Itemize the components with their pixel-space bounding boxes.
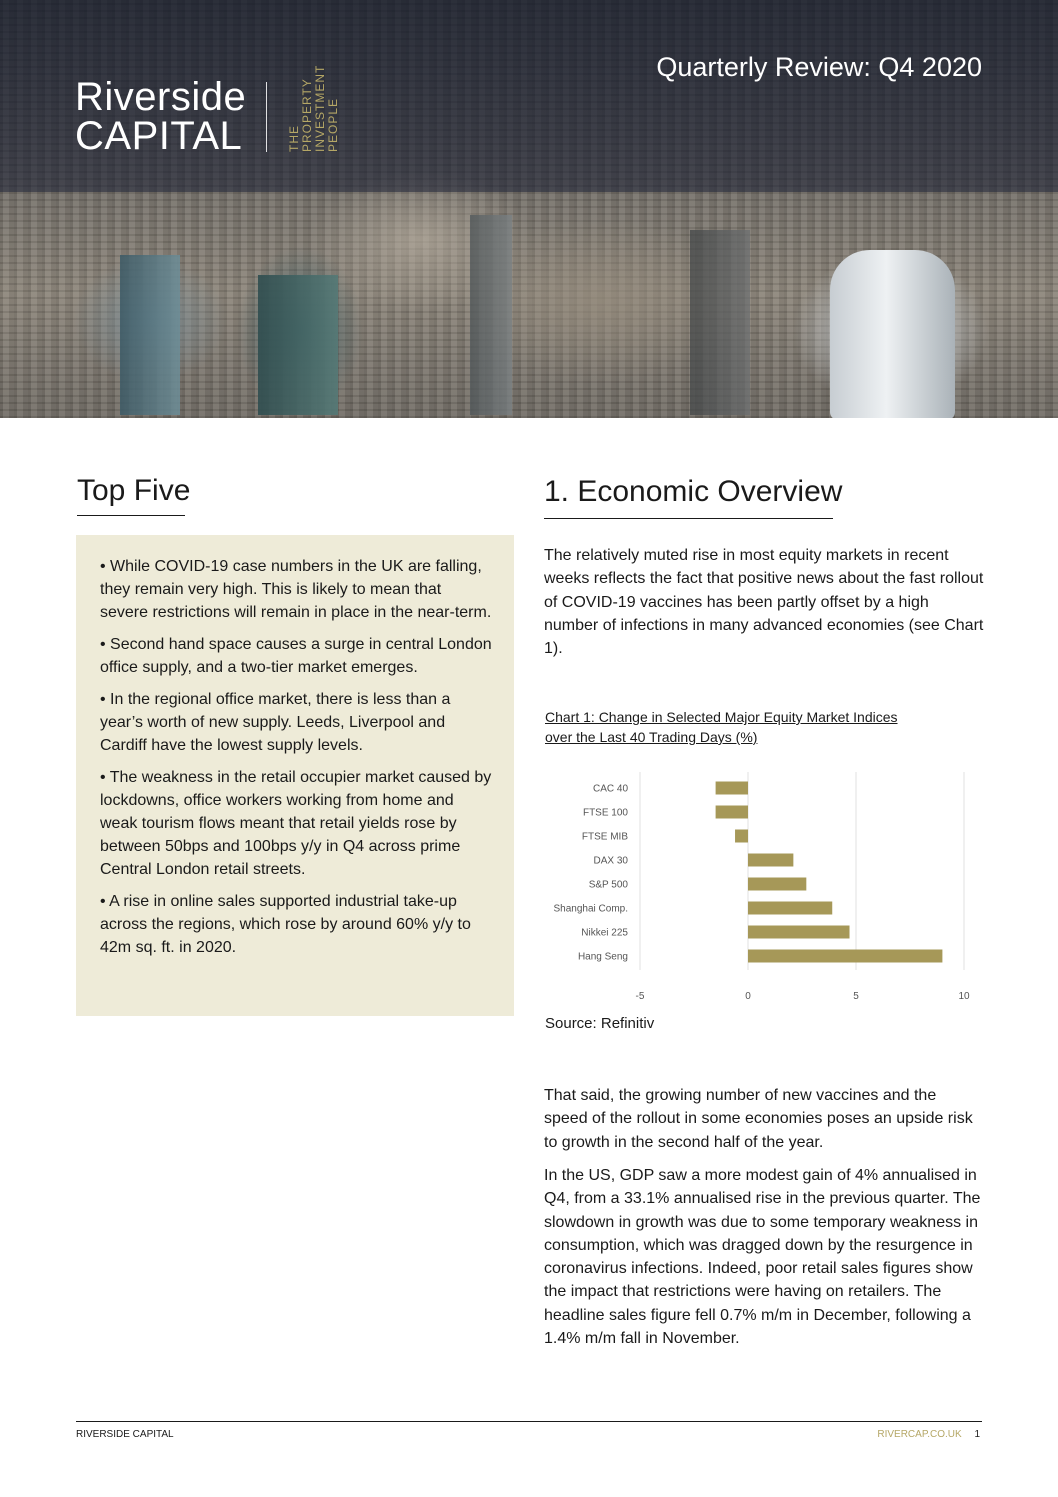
- logo-tagline: [288, 65, 340, 152]
- bar-s-p-500: [748, 878, 806, 891]
- bar-dax-30: [748, 854, 793, 867]
- footer-page-number: 1: [974, 1429, 980, 1440]
- x-tick-label: 5: [853, 991, 859, 1002]
- x-tick-label: 0: [745, 991, 751, 1002]
- category-label: Shanghai Comp.: [553, 903, 628, 915]
- tagline-line: INVESTMENT: [313, 64, 327, 152]
- bar-cac-40: [716, 782, 748, 795]
- hero-banner: [0, 0, 1058, 418]
- economic-para-3: In the US, GDP saw a more modest gain of 4% annualised in Q4, from a 33.1% annualised rise in the previous quarter. The slowdown in growth was due to some temporary weakness in consumption, which was dragged down by the resurgence in coronavirus infections. Indeed, poor retail sales figures show the impact that restrictions were having on retailers. The headline sales figure fell 0.7% m/m in December, following a 1.4% m/m fall in November.: [544, 1167, 981, 1348]
- chart-title: [545, 707, 898, 747]
- economic-intro: The relatively muted rise in most equity markets in recent weeks reflects the fact that positive news about the fast rollout of COVID-19 vaccines has been partly offset by a high number of infections in many advanced economies (see Chart 1).: [544, 547, 984, 658]
- category-label: S&P 500: [588, 879, 628, 891]
- economic-overview-heading: 1. Economic Overview: [544, 475, 843, 508]
- footer-rule: [76, 1421, 982, 1422]
- logo-capital: CAPITAL: [75, 114, 243, 158]
- tagline-line: PROPERTY: [300, 78, 314, 152]
- tagline-line: THE: [287, 125, 301, 152]
- top-five-bullet: • While COVID-19 case numbers in the UK are falling, they remain very high. This is likely to mean that severe restrictions will remain in place in the near-term.: [100, 558, 492, 621]
- top-five-bullet: • The weakness in the retail occupier market caused by lockdowns, office workers working from home and weak tourism flows meant that retail yields rose by between 50bps and 100bps y/y in Q4 across prime Central London retail streets.: [100, 769, 492, 878]
- top-five-bullet: • In the regional office market, there is less than a year’s worth of new supply. Leeds, Liverpool and Cardiff have the lowest supply levels.: [100, 691, 451, 754]
- bar-shanghai-comp: [748, 902, 832, 915]
- economic-para-2: That said, the growing number of new vaccines and the speed of the rollout in some economies poses an upside risk to growth in the second half of the year.: [544, 1087, 973, 1151]
- bar-ftse-mib: [735, 830, 748, 843]
- bar-nikkei-225: [748, 926, 850, 939]
- equity-index-chart: [530, 760, 990, 1005]
- x-tick-label: 10: [958, 991, 970, 1002]
- tagline-line: PEOPLE: [326, 97, 340, 152]
- chart-source: Source: Refinitiv: [545, 1015, 655, 1032]
- top-five-box: [76, 535, 514, 1016]
- top-five-bullet: • A rise in online sales supported industrial take-up across the regions, which rose by around 60% y/y to 42m sq. ft. in 2020.: [100, 893, 471, 956]
- chart-title-line2: over the Last 40 Trading Days (%): [545, 729, 758, 745]
- top-five-heading: Top Five: [77, 474, 191, 507]
- economic-overview-rule: [544, 518, 833, 519]
- review-title: Quarterly Review: Q4 2020: [656, 52, 982, 82]
- hero-building-walkie-talkie: [830, 250, 955, 418]
- hero-building: [258, 275, 338, 415]
- category-label: Nikkei 225: [581, 927, 628, 939]
- category-label: FTSE MIB: [581, 831, 628, 843]
- hero-building: [690, 230, 750, 415]
- footer-right: [877, 1429, 980, 1440]
- top-five-rule: [77, 515, 185, 516]
- footer-company: RIVERSIDE CAPITAL: [76, 1429, 174, 1440]
- hero-building: [120, 255, 180, 415]
- logo-divider: [266, 82, 267, 152]
- logo-riverside: Riverside: [75, 75, 247, 119]
- bar-ftse-100: [716, 806, 748, 819]
- category-label: CAC 40: [592, 783, 628, 795]
- bar-hang-seng: [748, 950, 942, 963]
- category-label: Hang Seng: [577, 951, 628, 963]
- hero-building: [470, 215, 512, 415]
- chart-title-line1: Chart 1: Change in Selected Major Equity Market Indices: [545, 709, 898, 725]
- top-five-bullet: • Second hand space causes a surge in central London office supply, and a two-tier market emerges.: [100, 636, 492, 676]
- category-label: DAX 30: [593, 855, 628, 867]
- category-label: FTSE 100: [582, 807, 628, 819]
- x-tick-label: -5: [635, 991, 645, 1002]
- footer-website-link[interactable]: RIVERCAP.CO.UK: [877, 1429, 962, 1440]
